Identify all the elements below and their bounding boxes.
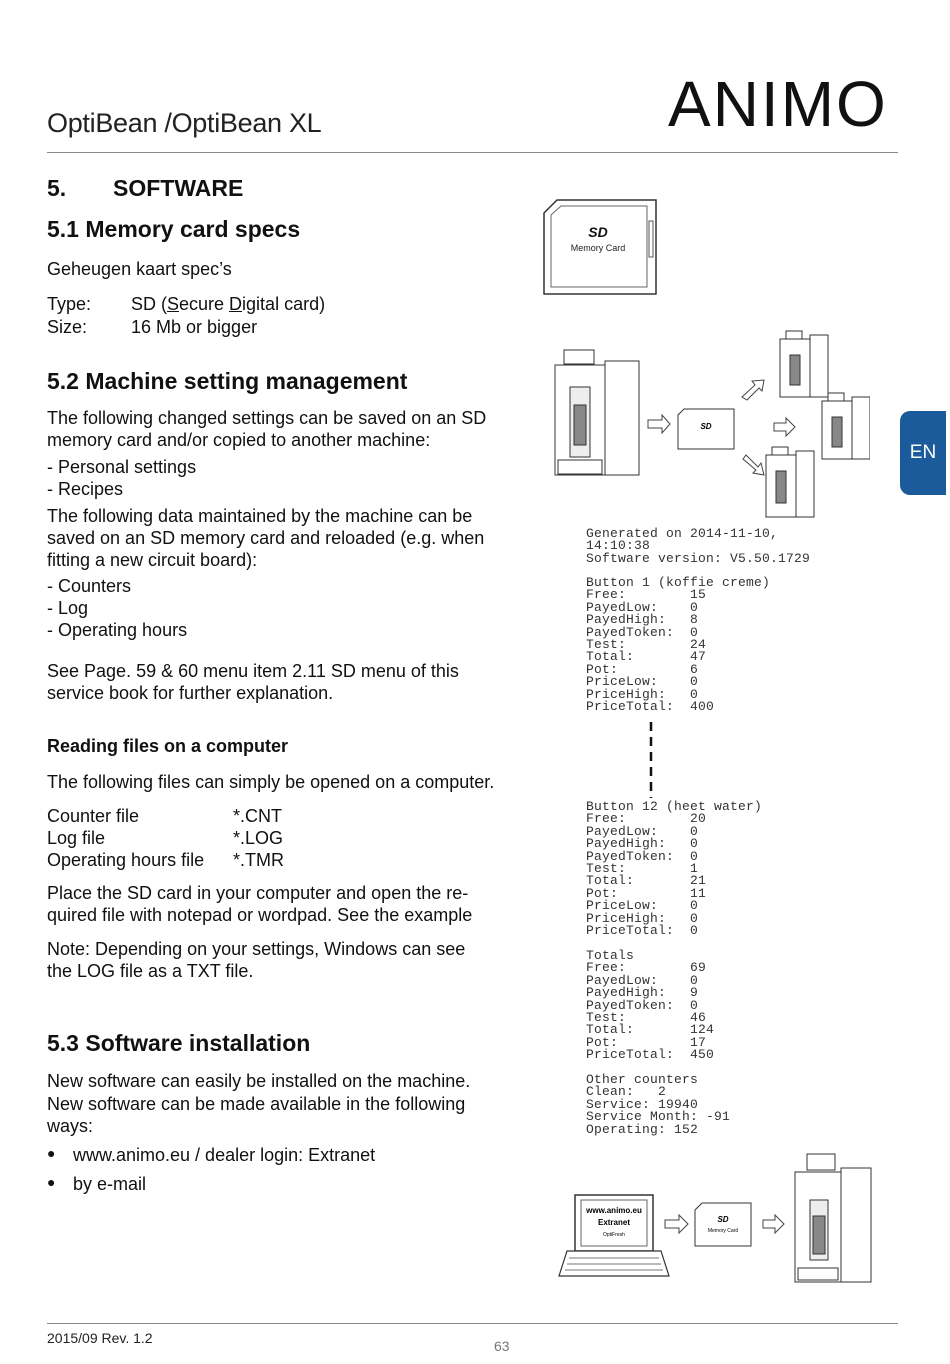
s52-list1: [47, 456, 196, 500]
type-label: Type:: [47, 294, 92, 314]
log-totals: Totals Free: 69 PayedLow: 0 PayedHigh: 9 PayedToken: 0 Test: 46 Total: 124 Pot: 17 PriceTotal: 450: [586, 948, 715, 1063]
list-item: ● www.animo.eu / dealer login: Extranet: [47, 1145, 375, 1174]
coffee-machine-icon: [555, 350, 639, 475]
language-tab-en[interactable]: EN: [900, 411, 946, 495]
s51-heading: 5.1 Memory card specs: [47, 216, 301, 242]
s51-subtitle: Geheugen kaart spec’s: [47, 259, 232, 279]
arrow-icon: [774, 418, 795, 436]
type-value: SD (Secure Digital card): [131, 294, 326, 314]
svg-text:SD: SD: [700, 422, 712, 431]
reading-intro: The following files can simply be opened on a computer.: [47, 772, 495, 792]
header-divider: [47, 152, 898, 153]
document-title: OptiBean /OptiBean XL: [47, 108, 322, 138]
size-label: Size:: [47, 317, 88, 337]
section-title: SOFTWARE: [113, 175, 244, 201]
list-item: - Counters: [47, 576, 132, 596]
footer-divider: [47, 1323, 898, 1324]
animo-logo: ANIMO: [668, 68, 888, 140]
dashed-separator: [648, 722, 654, 798]
laptop-icon: [559, 1195, 669, 1276]
list-item: - Log: [47, 598, 89, 618]
table-row: Log file *.LOG: [47, 828, 284, 848]
s52-para1: The following changed settings can be saved on an SD memory card and/or copied to another machine:: [47, 408, 487, 450]
sd-card-icon: [678, 409, 734, 449]
arrow-icon: [648, 415, 670, 433]
table-row: Counter file *.CNT: [47, 806, 282, 826]
svg-text:OptiFresh: OptiFresh: [603, 1232, 625, 1238]
s53-bullets: [47, 1145, 375, 1203]
svg-text:Memory Card: Memory Card: [707, 1228, 739, 1234]
sd-card-icon: [695, 1203, 751, 1246]
coffee-machine-icon: [780, 331, 828, 397]
coffee-machine-icon: [822, 393, 870, 459]
s52-see-note: See Page. 59 & 60 menu item 2.11 SD menu of this service book for further explanation.: [47, 661, 459, 703]
s52-para2: The following data maintained by the machine can be saved on an SD memory card and reloaded (e.g. when fitting a new circuit board):: [47, 506, 485, 570]
list-item: ● by e-mail: [47, 1174, 375, 1203]
s53-heading: 5.3 Software installation: [47, 1030, 311, 1056]
software-install-diagram: [555, 1150, 885, 1290]
s53-text: New software can easily be installed on the machine. New software can be made available in the following ways:: [47, 1071, 471, 1136]
reading-heading: Reading files on a computer: [47, 736, 289, 756]
svg-text:www.animo.eu: www.animo.eu: [586, 1206, 642, 1215]
file-types-table: [47, 805, 347, 871]
size-value: 16 Mb or bigger: [131, 317, 258, 337]
section-number: 5.: [47, 175, 67, 201]
arrow-icon: [763, 1215, 784, 1233]
sd-logo: SD: [588, 224, 608, 240]
s52-list2: [47, 575, 187, 641]
coffee-machine-icon: [766, 447, 814, 517]
list-item: - Operating hours: [47, 620, 188, 640]
list-item: - Personal settings: [47, 457, 197, 477]
list-item: - Recipes: [47, 479, 124, 499]
revision-info: 2015/09 Rev. 1.2: [47, 1330, 153, 1346]
log-other-counters: Other counters Clean: 2 Service: 19940 Service Month: -91 Operating: 152: [586, 1072, 731, 1137]
note-text: Note: Depending on your settings, Windows can see the LOG file as a TXT file.: [47, 939, 466, 981]
arrow-icon: [743, 455, 764, 475]
sd-card-illustration: [543, 199, 658, 295]
machine-copy-diagram: [550, 325, 870, 525]
table-row: Operating hours file *.TMR: [47, 850, 284, 870]
log-button-12: Button 12 (heet water) Free: 20 PayedLow: 0 PayedHigh: 0 PayedToken: 0 Test: 1 Total: 21 Pot: 11 PriceLow: 0 PriceHigh: 0 PriceTotal: 0: [586, 799, 763, 939]
page-number: 63: [494, 1338, 510, 1354]
s52-heading: 5.2 Machine setting management: [47, 368, 408, 394]
place-card-text: Place the SD card in your computer and open the re- quired file with notepad or wordpad. See the example: [47, 883, 473, 925]
svg-text:Extranet: Extranet: [597, 1218, 631, 1227]
sd-card-label: Memory Card: [570, 243, 626, 253]
arrow-icon: [742, 380, 764, 400]
log-button-1: Button 1 (koffie creme) Free: 15 PayedLow: 0 PayedHigh: 8 PayedToken: 0 Test: 24 Total: 47 Pot: 6 PriceLow: 0 PriceHigh: 0 PriceTotal: 400: [586, 575, 771, 715]
arrow-icon: [665, 1215, 688, 1233]
log-generated: Generated on 2014-11-10, 14:10:38 Software version: V5.50.1729: [586, 526, 811, 566]
coffee-machine-icon: [795, 1154, 871, 1282]
svg-text:SD: SD: [717, 1215, 729, 1224]
